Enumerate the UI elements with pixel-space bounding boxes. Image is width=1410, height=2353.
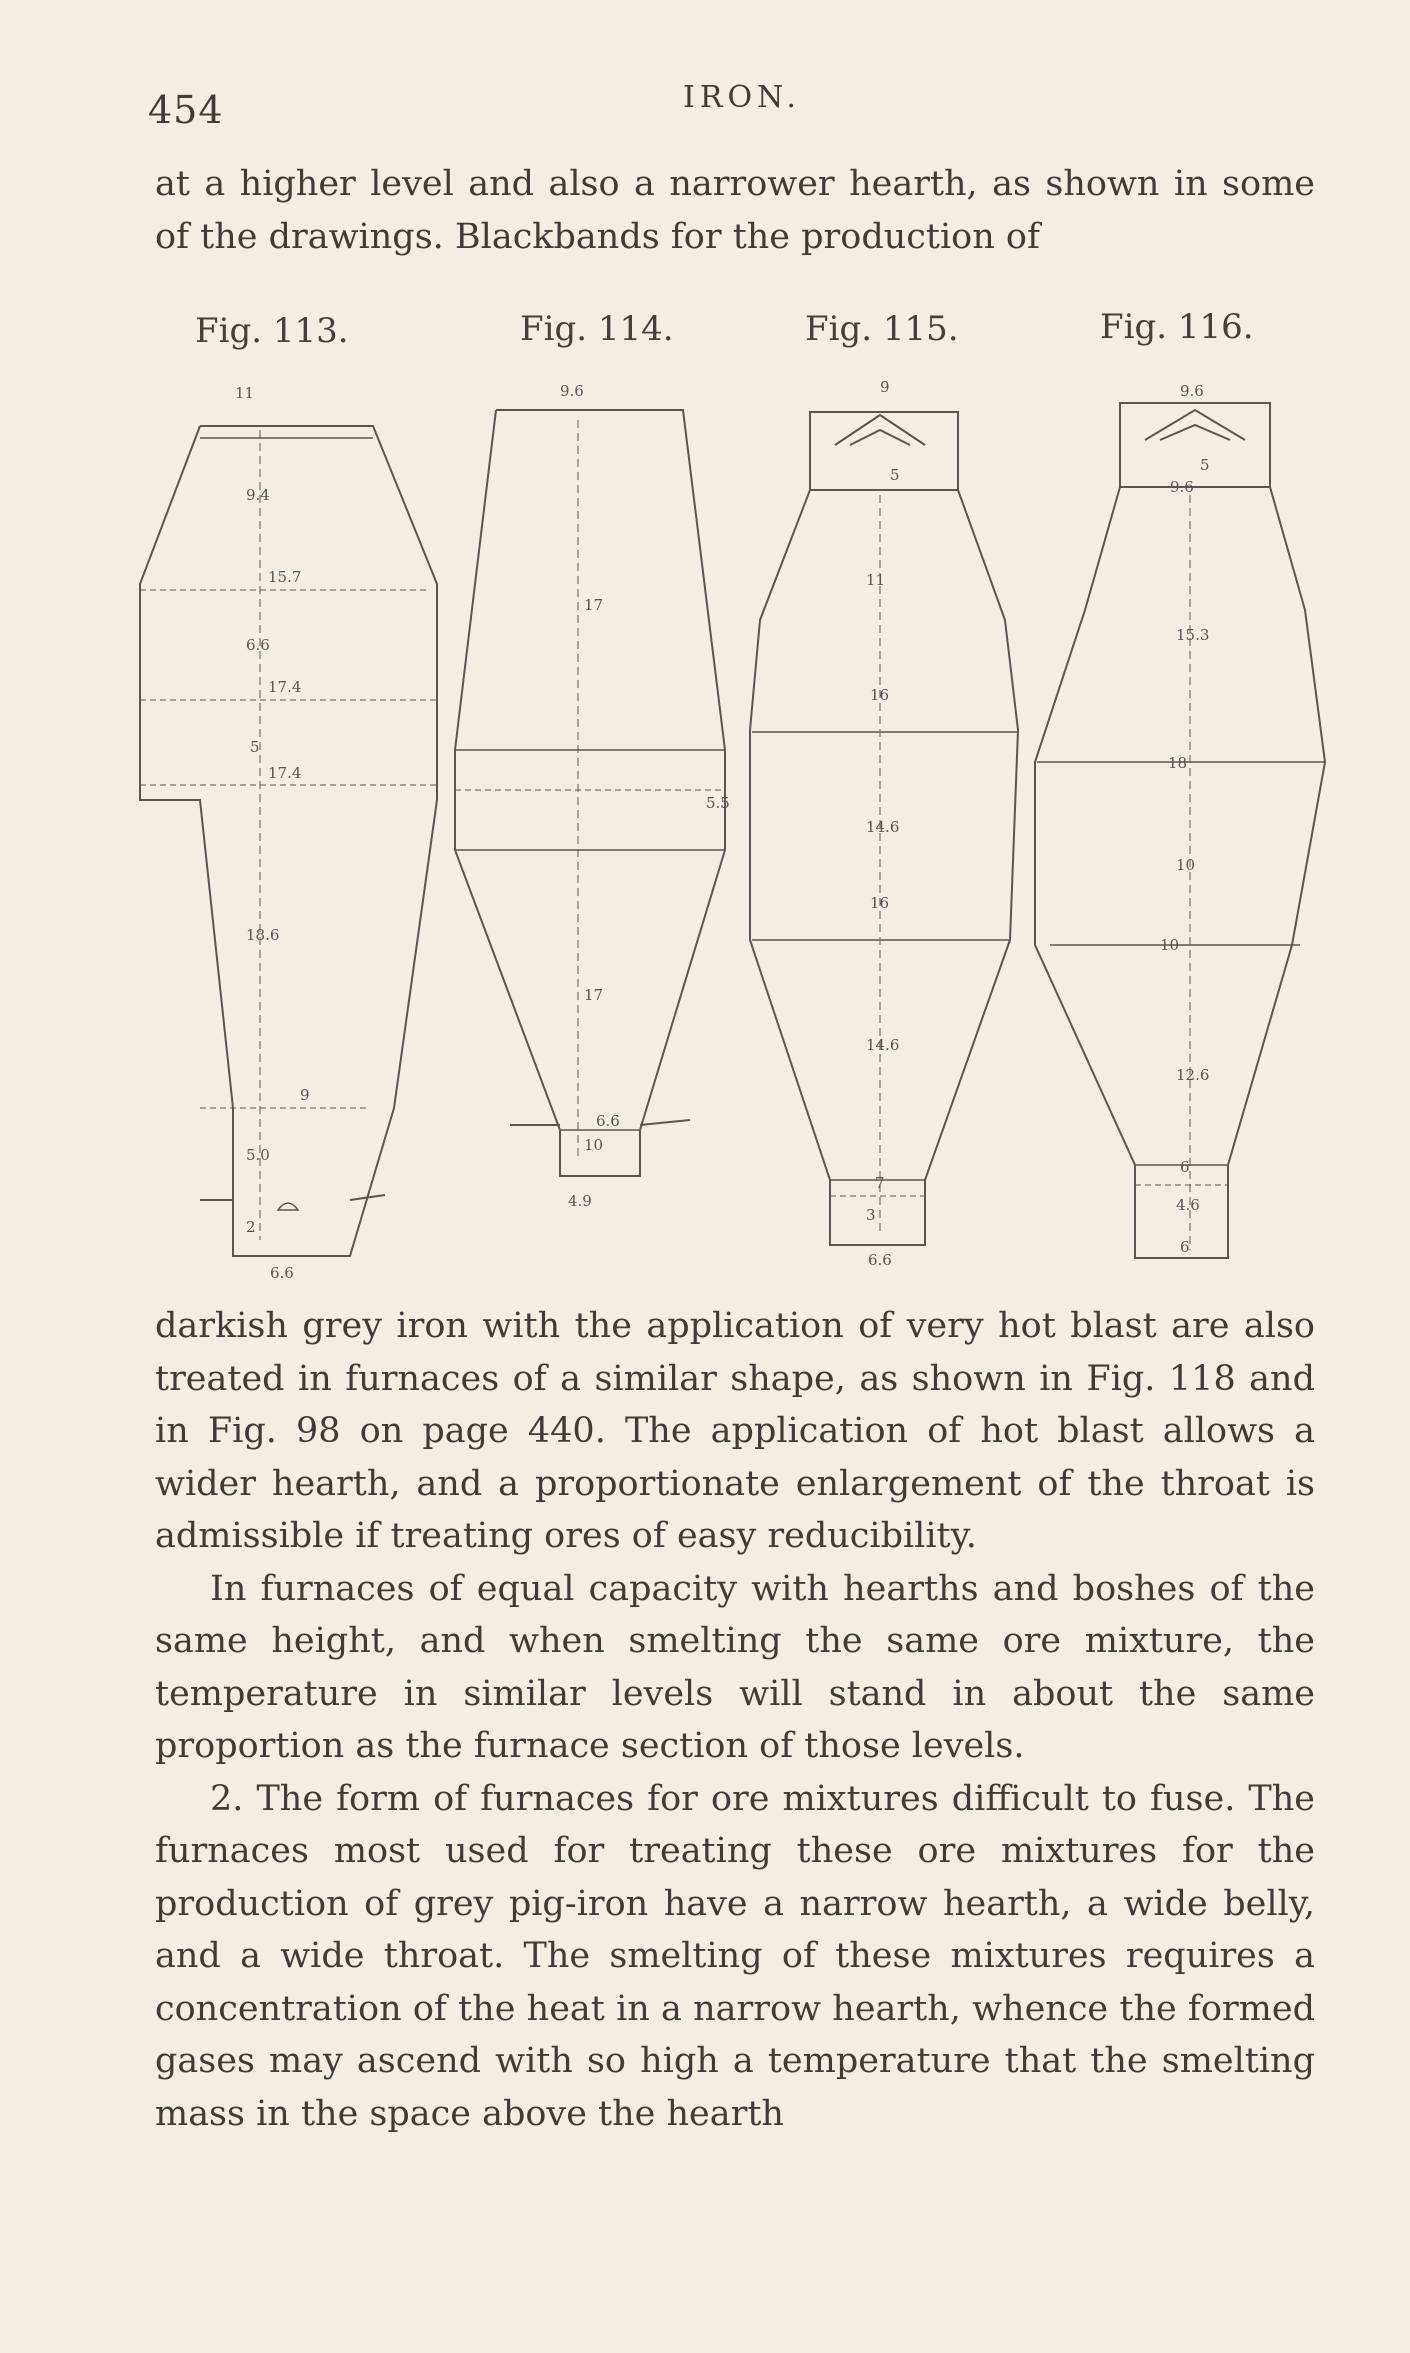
dim-label: 18.6: [246, 926, 280, 944]
dim-label: 15.3: [1176, 626, 1210, 644]
figure-114: [455, 309, 730, 1210]
dim-label: 4.9: [568, 1192, 592, 1210]
dim-label: 9.6: [1180, 382, 1204, 400]
dim-label: 5: [250, 738, 260, 756]
dim-label: 6.6: [246, 636, 270, 654]
paragraph: 2. The form of furnaces for ore mixtures difficult to fuse. The furnaces most used for treating these ore mixtures for the production of grey pig-iron have a narrow hearth, a wide belly, and a wide throat. The smelting of these mixtures requires a concentration of the heat in a narrow hearth, whence the formed gases may ascend with so high a temperature that the smelting mass in the space above the hearth: [155, 1778, 1315, 2134]
dim-label: 11: [866, 571, 886, 589]
figure-caption: Fig. 115.: [805, 309, 959, 349]
dim-label: 6.6: [868, 1251, 892, 1269]
dim-label: 5: [890, 466, 900, 484]
figure-caption: Fig. 113.: [195, 311, 349, 351]
dim-label: 2: [246, 1218, 256, 1236]
dim-label: 14.6: [866, 1036, 900, 1054]
dim-label: 6: [1180, 1158, 1190, 1176]
paragraph: darkish grey iron with the application of very hot blast are also treated in furnaces of a similar shape, as shown in Fig. 118 and in Fig. 98 on page 440. The application of hot blast allows a wider hearth, and a proportionate enlargement of the throat is admissible if treating ores of easy reducibility.: [155, 1306, 1315, 1556]
dim-label: 9: [300, 1086, 310, 1104]
dim-label: 6: [1180, 1238, 1190, 1256]
dim-label: 14.6: [866, 818, 900, 836]
figure-caption: Fig. 116.: [1100, 307, 1254, 347]
figure-115: [750, 309, 1018, 1269]
dim-label: 12.6: [1176, 1066, 1210, 1084]
furnace-outline: [140, 426, 437, 1256]
furnace-outline: [750, 490, 1018, 1245]
dim-label: 10: [584, 1136, 604, 1154]
dim-label: 9: [880, 378, 890, 396]
dim-label: 5.0: [246, 1146, 270, 1164]
dim-label: 11: [235, 384, 255, 402]
dim-label: 6.6: [596, 1112, 620, 1130]
dim-label: 9.6: [1170, 478, 1194, 496]
figure-caption: Fig. 114.: [520, 309, 674, 349]
paragraph: In furnaces of equal capacity with hearths and boshes of the same height, and when smelting the same ore mixture, the temperature in similar levels will stand in about the same proportion as the furnace section of those levels.: [155, 1568, 1315, 1766]
dim-label: 3: [866, 1206, 876, 1224]
dim-label: 10: [1176, 856, 1196, 874]
dim-label: 17: [584, 596, 604, 614]
dim-label: 5.5: [706, 794, 730, 812]
dim-label: 16: [870, 894, 890, 912]
body-text-bottom: [155, 1300, 1315, 2140]
dim-label: 18: [1168, 754, 1188, 772]
figure-113: [140, 311, 437, 1282]
dim-label: 9.4: [246, 486, 270, 504]
page-number: 454: [148, 88, 224, 132]
dim-label: 7: [875, 1174, 885, 1192]
dim-label: 15.7: [268, 568, 302, 586]
dim-label: 17.4: [268, 678, 302, 696]
dim-label: 16: [870, 686, 890, 704]
dim-label: 4.6: [1176, 1196, 1200, 1214]
dim-label: 6.6: [270, 1264, 294, 1282]
furnace-outline: [455, 410, 725, 1176]
dim-label: 5: [1200, 456, 1210, 474]
dim-label: 10: [1160, 936, 1180, 954]
dim-label: 17.4: [268, 764, 302, 782]
paragraph: at a higher level and also a narrower hearth, as shown in some of the drawings. Blackbands for the production of: [155, 164, 1315, 257]
dim-label: 9.6: [560, 382, 584, 400]
figure-116: [1035, 307, 1325, 1258]
running-head: IRON.: [683, 80, 801, 115]
dim-label: 17: [584, 986, 604, 1004]
